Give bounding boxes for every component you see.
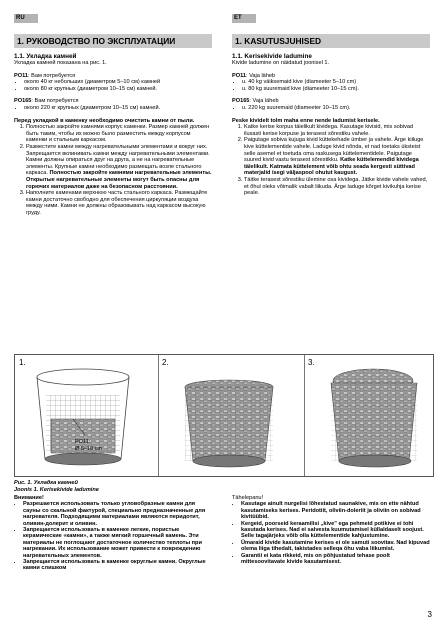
list-item: • Kasutage ainult nurgelisi lõhestatud saunakive, mis on ette nähtud kasutamiseks kerises. Peridotiit, oliviin-doleriit ja oliviin on sobivad kivitüübid. (241, 501, 432, 520)
list-item: • Запрещается использовать в каменке округлые камни. Округлые камни слишком (23, 559, 214, 572)
heater-panel-1 (37, 369, 129, 465)
label-stone-size: Ø 5–10 cm (75, 446, 102, 452)
list-item: • около 220 кг крупных (диаметром 10–15 см) камней. (24, 105, 212, 112)
label-po11: PO11: (75, 439, 91, 445)
et-warning (232, 495, 432, 565)
list-item: 3. Наполните каменами верхнюю часть стального каркаса. Размещайте камни достаточно свободно для обеспечения циркуляции воздуха между ними. Камни не должны образовывать над каркасом высокую груду. (26, 190, 212, 216)
heater-panel-2 (185, 380, 273, 467)
list-item: • u. 220 kg suuremaid (diameeter 10–15 cm). (242, 105, 430, 112)
ru-subtitle: 1.1. Укладка камней (14, 53, 77, 60)
list-item: 2. Разместите камни между нагревательными элементами и вокруг них. Запрещается вклинивать камни между нагревательными элементами. Камни должны опираться друг на друга, а не на нагревательные элементы. Крупные камни необходимо размещать возле стального каркаса. Полностью закройте камнями нагревательные элементы. Открытые нагревательные элементы могут быть опасны для горючих материалов даже на безопасном расстоянии. (26, 144, 212, 190)
list-item: • Ümaraid kivide kasutamine kerises ei ole samuti soovitav. Nad kipuvad olema liiga tihedalt, takistades selleqa õhu vaba liikumist. (241, 540, 432, 553)
et-po165 (232, 98, 430, 105)
ru-po11-model: PO11 (14, 72, 28, 79)
lang-tag-ru: RU (14, 14, 38, 23)
list-item: • Kergeid, poorseid keraamilisi „kive" ega pehmeid potikive ei tohi kasutada kerises. Nad ei salvesta kuumutamisel küllaldaselt soojust. Selle tagajärjeks võib olla küttelementide kahjustumine. (241, 521, 432, 540)
et-po165-label: : Vaja läheb (249, 98, 279, 105)
ru-po11-list (14, 79, 212, 92)
et-po165-model: PO165 (232, 98, 250, 105)
list-item: • u. 40 kg väiksemaid kive (diameeter 5–10 cm) (242, 79, 430, 86)
et-steps (232, 124, 430, 197)
et-before: Peske kividelt tolm maha enne nende ladumist kerisele. (232, 117, 380, 124)
figure-caption-et: Joonis 1. Kerisekivide ladumine (14, 486, 99, 493)
et-po11 (232, 73, 430, 80)
panel-3-number: 3. (308, 358, 315, 367)
et-warning-title: Tähelepanu! (232, 495, 264, 501)
ru-title: 1. РУКОВОДСТВО ПО ЭКСПЛУАТАЦИИ (14, 34, 212, 48)
ru-po165 (14, 98, 212, 105)
panel-1-number: 1. (19, 358, 26, 367)
ru-warning-title: Внимание! (14, 495, 44, 501)
list-item: • Разрешается использовать только угловобразные камни для сауны со скальной фактурой, специально предназначенные для нагревателя. Подходящими материалами являются перидотит, оливин-долерит и оливин. (23, 501, 214, 527)
heater-panel-3 (331, 369, 417, 467)
et-subtitle: 1.1. Kerisekivide ladumine (232, 53, 312, 60)
list-item: • около 40 кг небольших (диаметром 5–10 см) камней (24, 79, 212, 86)
list-item: 1. Полностью закройте камнями корпус каменки. Размер камней должен быть таким, чтобы их можно было разместить между корпусом каменки и стальным каркасом. (26, 124, 212, 144)
et-step-bold: Katke küttelemendid kividega täielikult. Katmata küttelement võib ohtu seada kergesti süttivad materjalid isegi väljaspool ohutut kaugust. (244, 157, 419, 177)
ru-intro: Укладка камней показана на рис. 1. (14, 60, 107, 66)
et-po11-list (232, 79, 430, 92)
et-column (232, 34, 430, 197)
ru-po165-list (14, 105, 212, 112)
list-item: 1. Katke kerise korpus täielikult kividega. Kasutage kivisid, mis sobivad ilusasti kerise korpuse ja terasest sõrestiku vahele. (244, 124, 430, 137)
et-intro: Kivide ladumine on näidatud joonisel 1. (232, 60, 330, 66)
list-item: • Garantii ei kata rikkeid, mis on põhjustatud tehase poolt mittesoovitavate kivide kasutamisest. (241, 553, 432, 566)
panel-2-number: 2. (162, 358, 169, 367)
et-po165-list (232, 105, 430, 112)
stone-stacking-figure (14, 354, 434, 477)
ru-po165-label: : Вам потребуется (31, 98, 79, 105)
ru-column (14, 34, 212, 216)
list-item: • около 80 кг крупных (диаметром 10–15 см) камней. (24, 86, 212, 93)
list-item: 3. Täitke terasest sõrestiku ülemine osa kividega. Jätke kivide vahele vahed, et õhul oleks võimalik vabalt liikuda. Ärge laduge kõrget kivikuhja kerise peale. (244, 177, 430, 197)
ru-steps (14, 124, 212, 216)
list-item: • Запрещается использовать в каменке легкие, пористые керамические «камни», а также мягкий горшечный камень. Эти материалы не поглощают достаточное количество теплоты при нагревании. Их использование может привести к повреждению нагревательных элементов. (23, 527, 214, 559)
ru-warning (14, 495, 214, 572)
et-po11-label: : Vaja läheb (246, 72, 276, 79)
ru-step-bold: Полностью закройте камнями нагревательные элементы. Открытые нагревательные элементы могут быть опасны для горючих материалов даже на безопасном расстоянии. (26, 170, 212, 190)
heater-illustrations (15, 355, 433, 476)
figure-caption-ru: Рис. 1. Укладка камней (14, 480, 78, 486)
ru-po165-model: PO165 (14, 98, 32, 105)
et-title: 1. KASUTUSJUHISED (232, 34, 430, 48)
et-po11-model: PO11 (232, 72, 246, 79)
lang-tag-et: ET (232, 14, 256, 23)
page-number: 3 (427, 610, 432, 619)
list-item: 2. Paigutage sobiva kujuga kivid küttekehade ümber ja vahele. Ärge kiiluge kive küttelementide vahele. Laduge kivid nõnda, et nad toetaks üksteist selle asemel et toetuda oma raskusega küttelementidele. Paigutage suured kivid vastu terasest sõrestikku. Katke küttelemendid kividega täielikult. Katmata küttelement võib ohtu seada kergesti süttivad materjalid isegi väljaspool ohutut kaugust. (244, 137, 430, 177)
list-item: • u. 80 kg suuremaid kive (diameeter 10–15 cm). (242, 86, 430, 93)
ru-po11-label: : Вам потребуется (28, 72, 76, 79)
figure-caption (14, 480, 99, 493)
ru-before: Перед укладкой в каменку необходимо очистить камни от пыли. (14, 117, 195, 124)
